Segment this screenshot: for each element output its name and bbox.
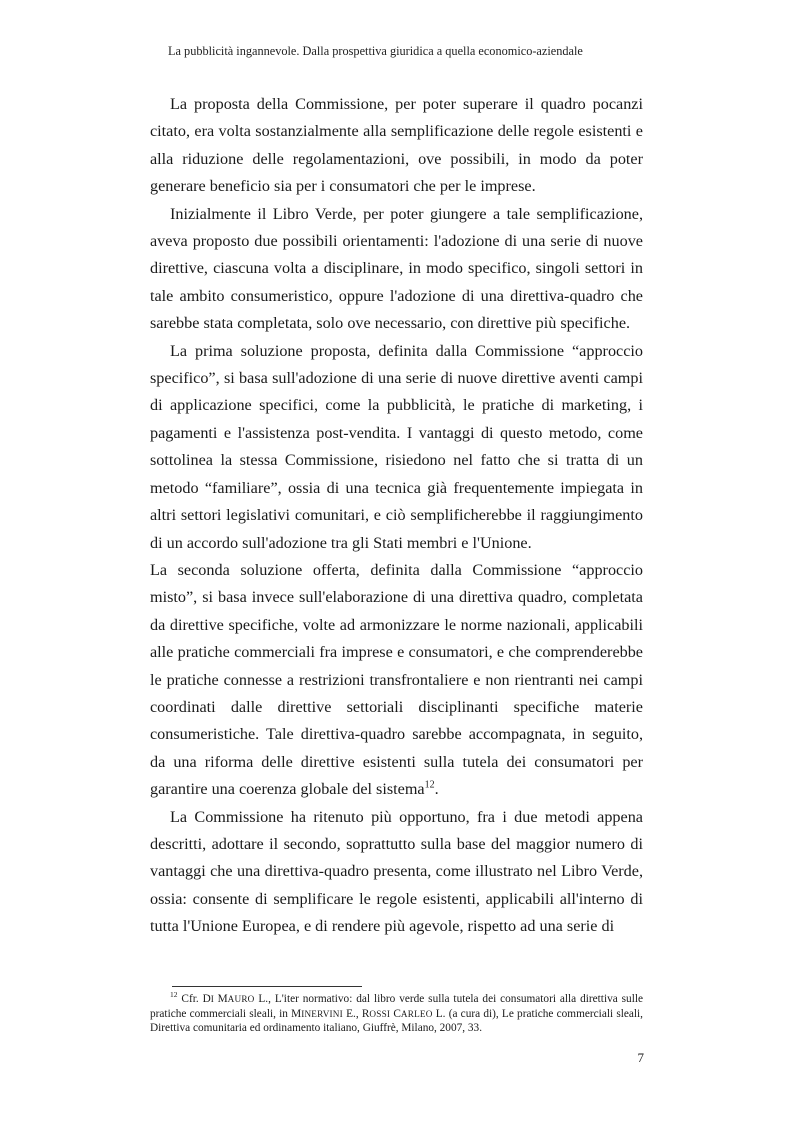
footnote-text: L., L'iter normativo: dal libro verde sulla tutela dei consumatori alla direttiva sulle pratiche commerciali sleali, in [150,993,643,1020]
paragraph-1: La proposta della Commissione, per poter superare il quadro pocanzi citato, era volta sostanzialmente alla semplificazione delle regole esistenti e alla riduzione delle regolamentazioni, ove possibili, in modo da poter generare beneficio sia per i consumatori che per le imprese. [150,95,643,196]
footnote-reference[interactable]: 12 [424,779,435,791]
body-text [150,91,643,941]
page-number: 7 [637,1050,644,1065]
paragraph-3: La prima soluzione proposta, definita dalla Commissione “approccio specifico”, si basa sull'adozione di una serie di nuove direttive aventi campi di applicazione specifici, come la pubblicità, le pratiche di marketing, i pagamenti e l'assistenza post-vendita. I vantaggi di questo metodo, come sottolinea la stessa Commissione, risiedono nel fatto che si tratta di un metodo “familiare”, ossia di una tecnica già frequentemente impiegata in altri settori legislativi comunitari, e ciò semplificherebbe il raggiungimento di un accordo sull'adozione tra gli Stati membri e l'Unione. [150,341,643,552]
running-header: La pubblicità ingannevole. Dalla prospettiva giuridica a quella economico-aziendale [168,44,583,58]
footnote [150,992,643,1036]
author-name: M [217,993,228,1005]
author-name: R [361,1007,370,1020]
paragraph-2: Inizialmente il Libro Verde, per poter giungere a tale semplificazione, aveva proposto due possibili orientamenti: l'adozione di una serie di nuove direttive, ciascuna volta a disciplinare, in modo specifico, singoli settori in tale ambito consumeristico, oppure l'adozione di una direttiva-quadro che sarebbe stata completata, solo ove necessario, con direttive più specifiche. [150,204,643,333]
author-name: C [393,1007,401,1020]
footnote-text: E., [342,1007,362,1020]
paragraph-4-text: La seconda soluzione offerta, definita dalla Commissione “approccio misto”, si basa invece sull'elaborazione di una direttiva quadro, completata da direttive specifiche, volte ad armonizzare le norme nazionali, applicabili alle pratiche commerciali fra imprese e consumatori, e che comprenderebbe le pratiche connesse a restrizioni transfrontaliere e non rientranti nei campi coordinati dalle direttive settoriali disciplinanti specifiche materie consumeristiche. Tale direttiva-quadro sarebbe accompagnata, in seguito, da una riforma delle direttive esistenti sulla tutela dei consumatori per garantire una coerenza globale del sistema [150,560,643,799]
author-name: AURO [227,994,255,1004]
author-name: INERVINI [301,1008,343,1019]
footnote-divider [172,986,362,987]
footnote-number: 12 [170,990,178,1000]
author-name: I [210,994,218,1004]
author-name: ARLEO [400,1008,433,1019]
paragraph-4 [150,557,643,804]
author-name: M [291,1007,302,1020]
author-name: OSSI [369,1008,391,1019]
footnote-text: L. (a cura di), Le pratiche commerciali sleali, Direttiva comunitaria ed ordinamento italiano, Giuffrè, Milano, 2007, 33. [150,1007,643,1035]
paragraph-5: La Commissione ha ritenuto più opportuno, fra i due metodi appena descritti, adottare il secondo, soprattutto sulla base del maggior numero di vantaggi che una direttiva-quadro presenta, come illustrato nel Libro Verde, ossia: consente di semplificare le regole esistenti, applicabili all'interno di tutta l'Unione Europea, e di rendere più agevole, rispetto ad una serie di [150,807,643,936]
footnote-text: Cfr. [181,993,203,1005]
author-name: D [202,993,211,1005]
paragraph-4-end: . [434,780,439,799]
